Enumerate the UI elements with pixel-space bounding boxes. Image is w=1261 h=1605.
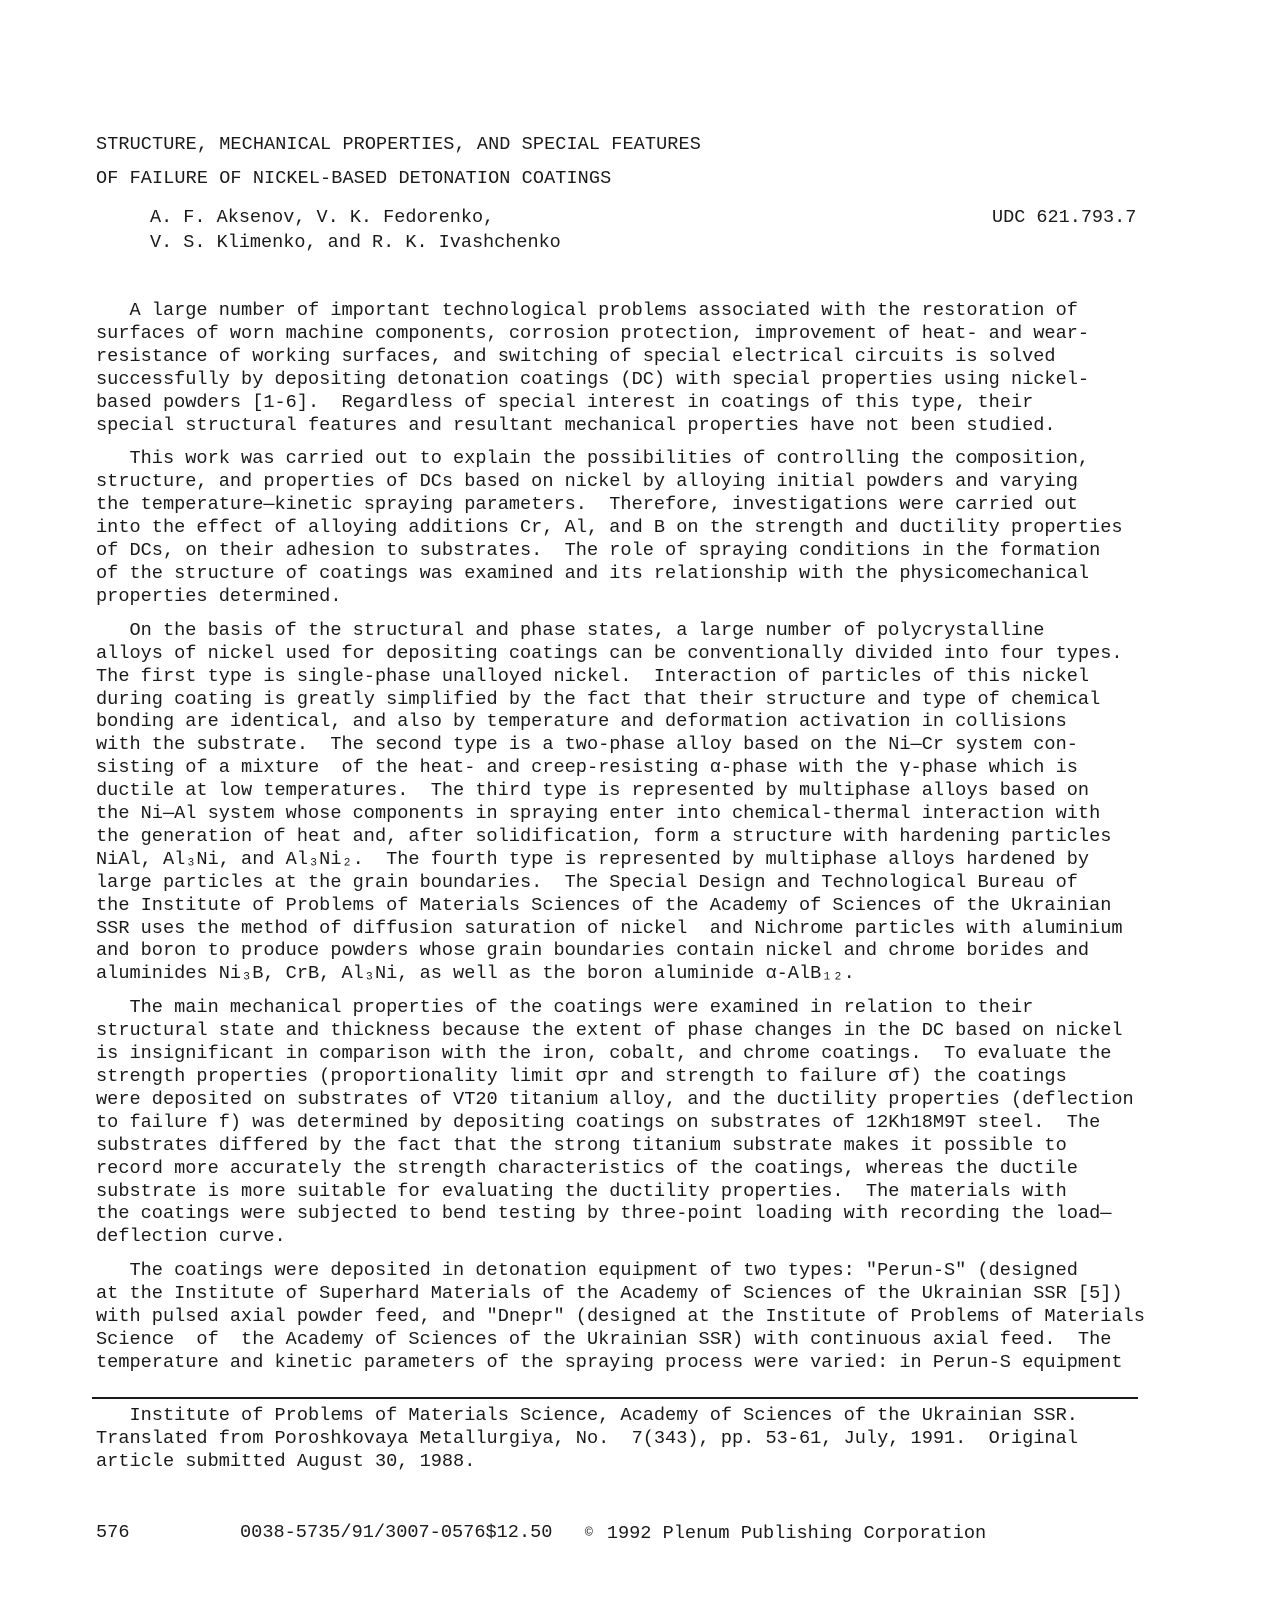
text-line: with pulsed axial powder feed, and "Dnepr" (designed at the Institute of Problems of Materials	[96, 1306, 1145, 1328]
text-line: the temperature—kinetic spraying parameters. Therefore, investigations were carried out	[96, 494, 1078, 516]
text-line: record more accurately the strength characteristics of the coatings, whereas the ductile	[96, 1157, 1078, 1179]
text-line: aluminides Ni₃B, CrB, Al₃Ni, as well as the boron aluminide α-AlB₁₂.	[96, 963, 855, 985]
text-line: temperature and kinetic parameters of the spraying process were varied: in Perun-S equipment	[96, 1351, 1123, 1373]
footnote-line: article submitted August 30, 1988.	[96, 1450, 476, 1472]
text-line: surfaces of worn machine components, corrosion protection, improvement of heat- and wear-	[96, 322, 1090, 344]
text-line: successfully by depositing detonation coatings (DC) with special properties using nickel-	[96, 368, 1090, 390]
footnote-line: Translated from Poroshkovaya Metallurgiya, No. 7(343), pp. 53-61, July, 1991. Original	[96, 1427, 1078, 1449]
text-line: during coating is greatly simplified by the fact that their structure and type of chemical	[96, 688, 1101, 710]
text-line: substrate is more suitable for evaluating the ductility properties. The materials with	[96, 1180, 1067, 1202]
text-line: The coatings were deposited in detonation equipment of two types: "Perun-S" (designed	[96, 1260, 1078, 1282]
text-line: NiAl, Al₃Ni, and Al₃Ni₂. The fourth type is represented by multiphase alloys hardened by	[96, 848, 1090, 870]
title-line-1: STRUCTURE, MECHANICAL PROPERTIES, AND SPECIAL FEATURES	[96, 134, 701, 155]
authors-line-1: A. F. Aksenov, V. K. Fedorenko,	[150, 207, 495, 228]
footnote	[96, 1405, 1078, 1474]
text-line: the coatings were subjected to bend testing by three-point loading with recording the load—	[96, 1203, 1112, 1225]
text-line: properties determined.	[96, 585, 342, 607]
text-line: of DCs, on their adhesion to substrates. The role of spraying conditions in the formation	[96, 540, 1101, 562]
article-body	[96, 300, 1166, 1386]
text-line: based powders [1-6]. Regardless of special interest in coatings of this type, their	[96, 391, 1034, 413]
text-line: the Institute of Problems of Materials Sciences of the Academy of Sciences of the Ukrainian	[96, 894, 1112, 916]
text-line: The main mechanical properties of the coatings were examined in relation to their	[96, 997, 1034, 1019]
title-line-2: OF FAILURE OF NICKEL-BASED DETONATION COATINGS	[96, 168, 612, 189]
udc-code: UDC 621.793.7	[992, 207, 1137, 228]
text-line: structural state and thickness because the extent of phase changes in the DC based on nickel	[96, 1020, 1123, 1042]
paragraph-2	[96, 448, 1166, 608]
text-line: to failure f) was determined by depositing coatings on substrates of 12Kh18M9T steel. The	[96, 1111, 1101, 1133]
text-line: bonding are identical, and also by temperature and deformation activation in collisions	[96, 711, 1067, 733]
text-line: A large number of important technological problems associated with the restoration of	[96, 300, 1078, 321]
text-line: were deposited on substrates of VT20 titanium alloy, and the ductility properties (deflection	[96, 1088, 1134, 1110]
text-line: and boron to produce powders whose grain boundaries contain nickel and chrome borides and	[96, 940, 1090, 962]
text-line: substrates differed by the fact that the strong titanium substrate makes it possible to	[96, 1134, 1067, 1156]
paragraph-1	[96, 300, 1166, 437]
page-number: 576	[96, 1522, 130, 1543]
authors-line-2: V. S. Klimenko, and R. K. Ivashchenko	[150, 232, 561, 253]
text-line: into the effect of alloying additions Cr, Al, and B on the strength and ductility properties	[96, 517, 1123, 539]
text-line: the Ni—Al system whose components in spraying enter into chemical-thermal interaction with	[96, 803, 1101, 825]
text-line: with the substrate. The second type is a two-phase alloy based on the Ni—Cr system con-	[96, 734, 1078, 756]
text-line: strength properties (proportionality limit σpr and strength to failure σf) the coatings	[96, 1066, 1067, 1087]
text-line: ductile at low temperatures. The third type is represented by multiphase alloys based on	[96, 780, 1090, 802]
text-line: structure, and properties of DCs based on nickel by alloying initial powders and varying	[96, 471, 1078, 493]
text-line: large particles at the grain boundaries. The Special Design and Technological Bureau of	[96, 871, 1078, 893]
footnote-line: Institute of Problems of Materials Science, Academy of Sciences of the Ukrainian SSR.	[96, 1405, 1078, 1426]
text-line: The first type is single-phase unalloyed nickel. Interaction of particles of this nickel	[96, 665, 1090, 687]
text-line: This work was carried out to explain the possibilities of controlling the composition,	[96, 448, 1090, 470]
text-line: is insignificant in comparison with the iron, cobalt, and chrome coatings. To evaluate the	[96, 1043, 1112, 1065]
page-footer	[0, 1520, 1261, 1546]
text-line: SSR uses the method of diffusion saturation of nickel and Nichrome particles with aluminium	[96, 917, 1123, 939]
copyright-icon: ©	[585, 1525, 593, 1540]
author-list	[150, 205, 561, 255]
copyright-text: 1992 Plenum Publishing Corporation	[606, 1523, 987, 1544]
paragraph-3	[96, 620, 1166, 987]
article-code: 0038-5735/91/3007-0576$12.50	[240, 1522, 553, 1543]
article-title	[96, 128, 701, 196]
text-line: Science of the Academy of Sciences of the Ukrainian SSR) with continuous axial feed. The	[96, 1328, 1112, 1350]
paragraph-4	[96, 997, 1166, 1249]
text-line: On the basis of the structural and phase states, a large number of polycrystalline	[96, 619, 1045, 641]
text-line: at the Institute of Superhard Materials of the Academy of Sciences of the Ukrainian SSR [5])	[96, 1283, 1123, 1305]
footnote-divider	[92, 1397, 1138, 1399]
copyright-notice	[585, 1520, 986, 1547]
text-line: alloys of nickel used for depositing coatings can be conventionally divided into four types.	[96, 642, 1123, 664]
text-line: resistance of working surfaces, and switching of special electrical circuits is solved	[96, 345, 1056, 367]
text-line: of the structure of coatings was examined and its relationship with the physicomechanical	[96, 562, 1090, 584]
text-line: deflection curve.	[96, 1226, 286, 1248]
text-line: sisting of a mixture of the heat- and creep-resisting α-phase with the γ-phase which is	[96, 757, 1078, 779]
paragraph-5	[96, 1260, 1166, 1375]
text-line: the generation of heat and, after solidification, form a structure with hardening particles	[96, 825, 1112, 847]
text-line: special structural features and resultant mechanical properties have not been studied.	[96, 414, 1056, 436]
